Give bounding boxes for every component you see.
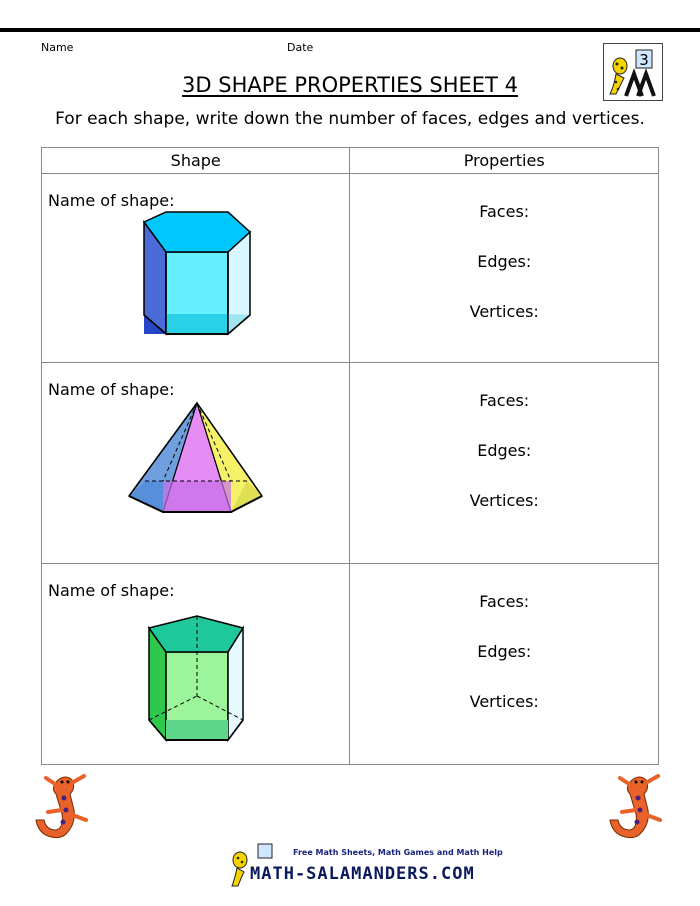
- vertices-label: Vertices:: [469, 692, 539, 711]
- table-row: [42, 363, 659, 564]
- faces-label: Faces:: [479, 202, 530, 221]
- table-header-row: [42, 148, 659, 174]
- shape-column-header: Shape: [42, 148, 350, 174]
- name-label: Name: [41, 41, 74, 54]
- hexagonal-prism-icon: [42, 174, 350, 363]
- edges-label: Edges:: [477, 642, 532, 661]
- pentagonal-prism-icon: [42, 564, 350, 765]
- properties-cell: [350, 363, 659, 564]
- name-of-shape-label: Name of shape:: [48, 191, 175, 210]
- salamander-icon: [30, 770, 92, 842]
- properties-column-header: Properties: [350, 148, 659, 174]
- faces-label: Faces:: [479, 592, 530, 611]
- salamander-icon: [604, 770, 666, 842]
- top-rule: [0, 28, 700, 32]
- vertices-label: Vertices:: [469, 491, 539, 510]
- shape-cell: [42, 564, 350, 765]
- vertices-label: Vertices:: [469, 302, 539, 321]
- edges-label: Edges:: [477, 252, 532, 271]
- edges-label: Edges:: [477, 441, 532, 460]
- table-row: [42, 564, 659, 765]
- grade-badge: 3: [639, 51, 649, 69]
- shape-cell: [42, 363, 350, 564]
- page-title: 3D SHAPE PROPERTIES SHEET 4: [182, 73, 518, 97]
- shape-cell: [42, 174, 350, 363]
- hexagonal-pyramid-icon: [42, 363, 350, 564]
- properties-cell: [350, 564, 659, 765]
- footer-tagline: Free Math Sheets, Math Games and Math Help: [293, 848, 503, 857]
- name-of-shape-label: Name of shape:: [48, 380, 175, 399]
- name-of-shape-label: Name of shape:: [48, 581, 175, 600]
- worksheet-table: [41, 147, 659, 765]
- table-row: [42, 174, 659, 363]
- instructions: For each shape, write down the number of faces, edges and vertices.: [55, 109, 645, 129]
- date-label: Date: [287, 41, 314, 54]
- footer-brand[interactable]: MATH-SALAMANDERS.COM: [250, 864, 475, 884]
- properties-cell: [350, 174, 659, 363]
- faces-label: Faces:: [479, 391, 530, 410]
